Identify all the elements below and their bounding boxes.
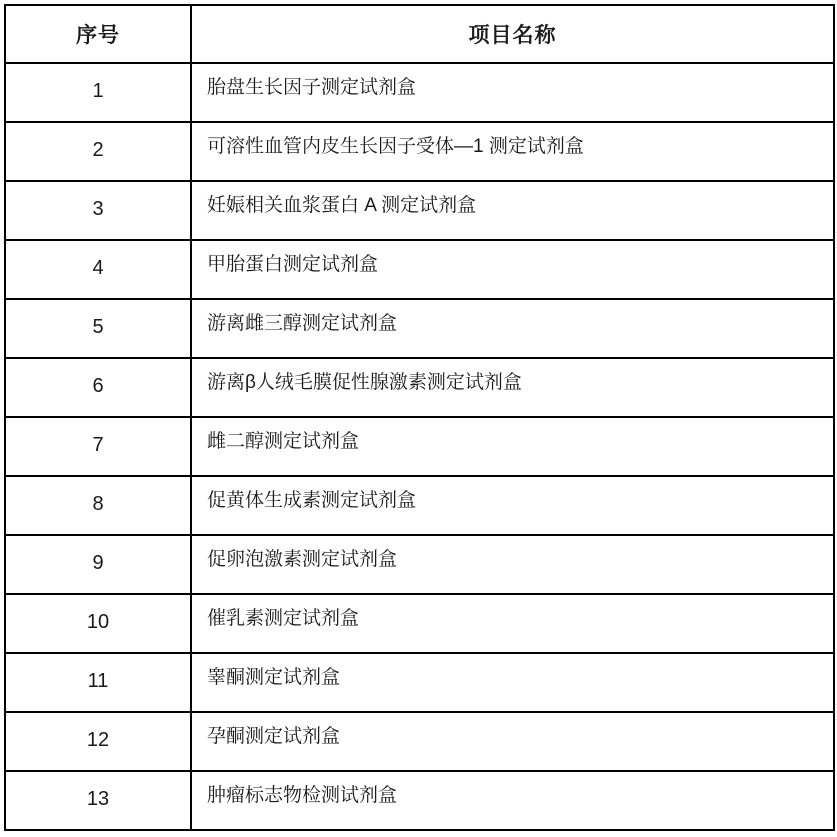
project-name-cell: 催乳素测定试剂盒	[191, 594, 834, 653]
table-row	[5, 476, 834, 535]
project-name-cell: 雌二醇测定试剂盒	[191, 417, 834, 476]
document-page	[4, 4, 833, 831]
serial-cell: 13	[5, 771, 191, 830]
table-row	[5, 594, 834, 653]
serial-cell: 10	[5, 594, 191, 653]
serial-cell: 12	[5, 712, 191, 771]
serial-cell: 3	[5, 181, 191, 240]
serial-cell: 2	[5, 122, 191, 181]
project-name-cell: 游离β人绒毛膜促性腺激素测定试剂盒	[191, 358, 834, 417]
table-row	[5, 299, 834, 358]
column-header-project-name: 项目名称	[191, 5, 834, 63]
serial-cell: 6	[5, 358, 191, 417]
project-name-cell: 睾酮测定试剂盒	[191, 653, 834, 712]
project-name-cell: 促黄体生成素测定试剂盒	[191, 476, 834, 535]
header-row	[5, 5, 834, 63]
table-body	[5, 63, 834, 830]
table-row	[5, 63, 834, 122]
serial-cell: 9	[5, 535, 191, 594]
serial-cell: 4	[5, 240, 191, 299]
column-header-serial: 序号	[5, 5, 191, 63]
table-header	[5, 5, 834, 63]
table-row	[5, 653, 834, 712]
table-row	[5, 358, 834, 417]
serial-cell: 11	[5, 653, 191, 712]
project-name-cell: 孕酮测定试剂盒	[191, 712, 834, 771]
project-name-cell: 胎盘生长因子测定试剂盒	[191, 63, 834, 122]
table-row	[5, 535, 834, 594]
project-name-cell: 肿瘤标志物检测试剂盒	[191, 771, 834, 830]
serial-cell: 8	[5, 476, 191, 535]
project-name-cell: 可溶性血管内皮生长因子受体—1 测定试剂盒	[191, 122, 834, 181]
serial-cell: 5	[5, 299, 191, 358]
table-row	[5, 181, 834, 240]
serial-cell: 1	[5, 63, 191, 122]
table-row	[5, 417, 834, 476]
project-table	[4, 4, 835, 831]
table-row	[5, 771, 834, 830]
project-name-cell: 妊娠相关血浆蛋白 A 测定试剂盒	[191, 181, 834, 240]
serial-cell: 7	[5, 417, 191, 476]
project-name-cell: 甲胎蛋白测定试剂盒	[191, 240, 834, 299]
table-row	[5, 122, 834, 181]
table-row	[5, 240, 834, 299]
project-name-cell: 促卵泡激素测定试剂盒	[191, 535, 834, 594]
project-name-cell: 游离雌三醇测定试剂盒	[191, 299, 834, 358]
table-row	[5, 712, 834, 771]
